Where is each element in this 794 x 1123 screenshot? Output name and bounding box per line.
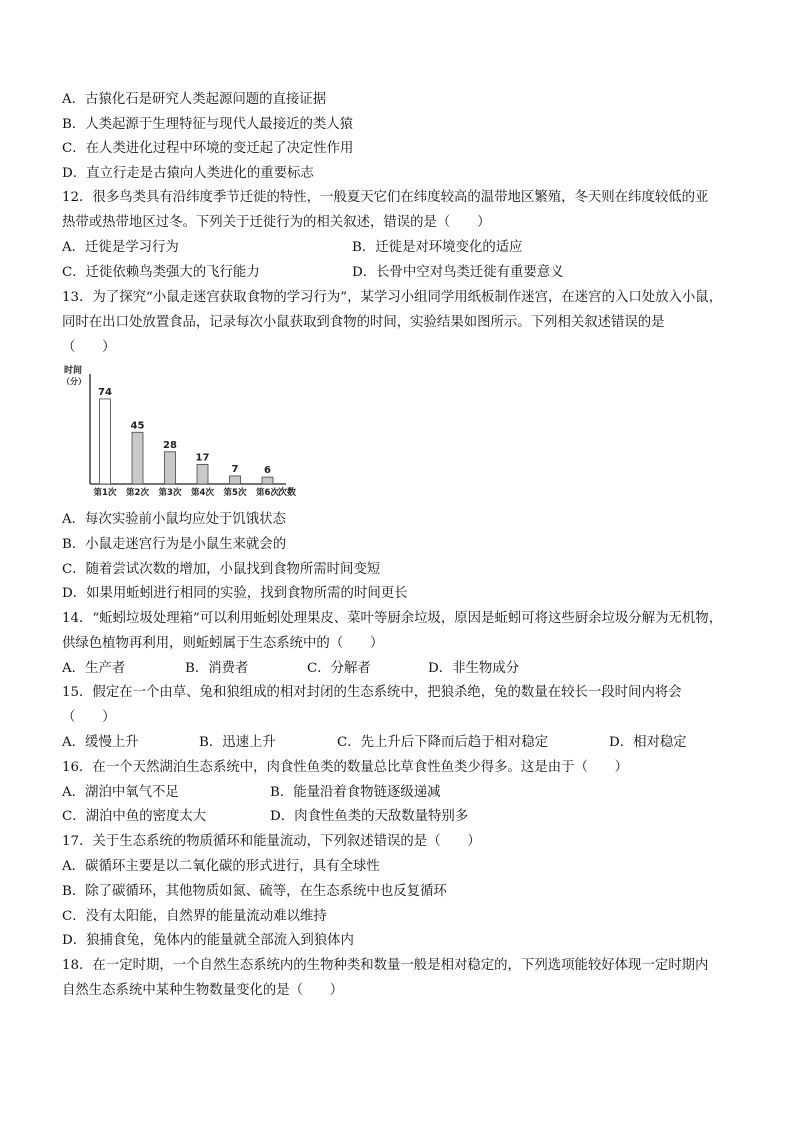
q13-stem-line3: （ ） [62, 340, 116, 355]
q12-option-a: A．迁徙是学习行为 [62, 240, 179, 255]
q15-stem-line1: 15．假定在一个由草、兔和狼组成的相对封闭的生态系统中，把狼杀绝，兔的数量在较长一段时间内将会 [62, 685, 682, 700]
q11-option-a: A．古猿化石是研究人类起源问题的直接证据 [62, 92, 327, 107]
q13-stem-line1: 13．为了探究“小鼠走迷宫获取食物的学习行为”，某学习小组同学用纸板制作迷宫，在迷宫的入口处放入小鼠， [62, 290, 723, 305]
q15-option-b: B．迅速上升 [199, 735, 276, 750]
q14-stem-line2: 供绿色植物再利用，则蚯蚓属于生态系统中的（ ） [62, 636, 384, 651]
q17-option-d: D．狼捕食兔，兔体内的能量就全部流入到狼体内 [62, 933, 354, 948]
x-tick-label-3: 第3次 [158, 488, 182, 498]
q12-stem-line1: 12．很多鸟类具有沿纬度季节迁徙的特性，一般夏天它们在纬度较高的温带地区繁殖，冬天则在纬度较低的亚 [62, 190, 709, 205]
q13-stem-line2: 同时在出口处放置食品，记录每次小鼠获取到食物的时间，实验结果如图所示。下列相关叙述错误的是 [62, 315, 665, 330]
q13-option-c: C．随着尝试次数的增加，小鼠找到食物所需时间变短 [62, 562, 381, 577]
bar-value-label-4: 17 [195, 452, 210, 464]
q12-option-b: B．迁徙是对环境变化的适应 [352, 240, 523, 255]
x-tick-label-2: 第2次 [126, 488, 149, 498]
bar-6 [262, 477, 273, 484]
y-axis-label-line1: 时间 [64, 366, 83, 376]
x-tick-label-5: 第5次 [223, 488, 247, 498]
q11-option-d: D．直立行走是古猿向人类进化的重要标志 [62, 166, 314, 181]
q17-stem: 17．关于生态系统的物质循环和能量流动，下列叙述错误的是（ ） [62, 834, 481, 849]
bar-5 [230, 476, 241, 484]
q15-option-d: D．相对稳定 [609, 735, 687, 750]
q17-option-b: B．除了碳循环，其他物质如氮、硫等，在生态系统中也反复循环 [62, 884, 447, 899]
y-axis-label-line2: （分） [62, 377, 86, 386]
q16-option-c: C．湖泊中鱼的密度太大 [62, 809, 207, 824]
x-axis-label: 次数 [278, 488, 297, 498]
q16-option-d: D．肉食性鱼类的天敌数量特别多 [270, 809, 469, 824]
bar-value-label-6: 6 [264, 465, 271, 477]
q16-stem: 16．在一个天然湖泊生态系统中，肉食性鱼类的数量总比草食性鱼类少得多。这是由于（ ） [62, 760, 629, 775]
q14-stem-line1: 14．“蚯蚓垃圾处理箱”可以利用蚯蚓处理果皮、菜叶等厨余垃圾，原因是蚯蚓可将这些厨余垃圾分解为无机物， [62, 611, 723, 626]
q18-stem-line1: 18．在一定时期，一个自然生态系统内的生物种类和数量一般是相对稳定的，下列选项能较好体现一定时期内 [62, 958, 709, 973]
q13-option-a: A．每次实验前小鼠均应处于饥饿状态 [62, 512, 286, 527]
q17-option-c: C．没有太阳能，自然界的能量流动难以维持 [62, 909, 327, 924]
q18-stem-line2: 自然生态系统中某种生物数量变化的是（ ） [62, 983, 344, 998]
x-tick-label-4: 第4次 [191, 488, 214, 498]
bar-value-label-3: 28 [163, 439, 177, 451]
q12-option-d: D．长骨中空对鸟类迁徙有重要意义 [352, 265, 564, 280]
bar-1 [100, 399, 111, 484]
q15-stem-line2: （ ） [62, 710, 116, 725]
bar-3 [165, 452, 176, 484]
q13-option-b: B．小鼠走迷宫行为是小鼠生来就会的 [62, 537, 287, 552]
q14-option-c: C．分解者 [307, 661, 371, 676]
q15-option-c: C．先上升后下降而后趋于相对稳定 [337, 735, 549, 750]
q14-option-a: A．生产者 [62, 661, 126, 676]
q15-option-a: A．缓慢上升 [62, 735, 139, 750]
q16-option-b: B．能量沿着食物链逐级递减 [270, 785, 441, 800]
x-tick-label-1: 第1次 [93, 488, 117, 498]
bar-value-label-1: 74 [98, 386, 112, 398]
bars-group [94, 387, 280, 498]
bar-2 [132, 432, 143, 484]
maze-time-bar-chart [62, 364, 302, 502]
q12-option-c: C．迁徙依赖鸟类强大的飞行能力 [62, 265, 260, 280]
x-tick-label-6: 第6次 [256, 488, 279, 498]
bar-4 [197, 464, 208, 484]
q14-option-d: D．非生物成分 [428, 661, 520, 676]
q12-stem-line2: 热带或热带地区过冬。下列关于迁徙行为的相关叙述，错误的是（ ） [62, 215, 491, 230]
q14-option-b: B．消费者 [185, 661, 249, 676]
q13-option-d: D．如果用蚯蚓进行相同的实验，找到食物所需的时间更长 [62, 586, 408, 601]
q11-option-b: B．人类起源于生理特征与现代人最接近的类人猿 [62, 117, 354, 132]
bar-value-label-2: 45 [130, 420, 145, 432]
bar-value-label-5: 7 [231, 463, 239, 475]
q17-option-a: A．碳循环主要是以二氧化碳的形式进行，具有全球性 [62, 859, 380, 874]
q11-option-c: C．在人类进化过程中环境的变迁起了决定性作用 [62, 141, 354, 156]
q16-option-a: A．湖泊中氧气不足 [62, 785, 179, 800]
